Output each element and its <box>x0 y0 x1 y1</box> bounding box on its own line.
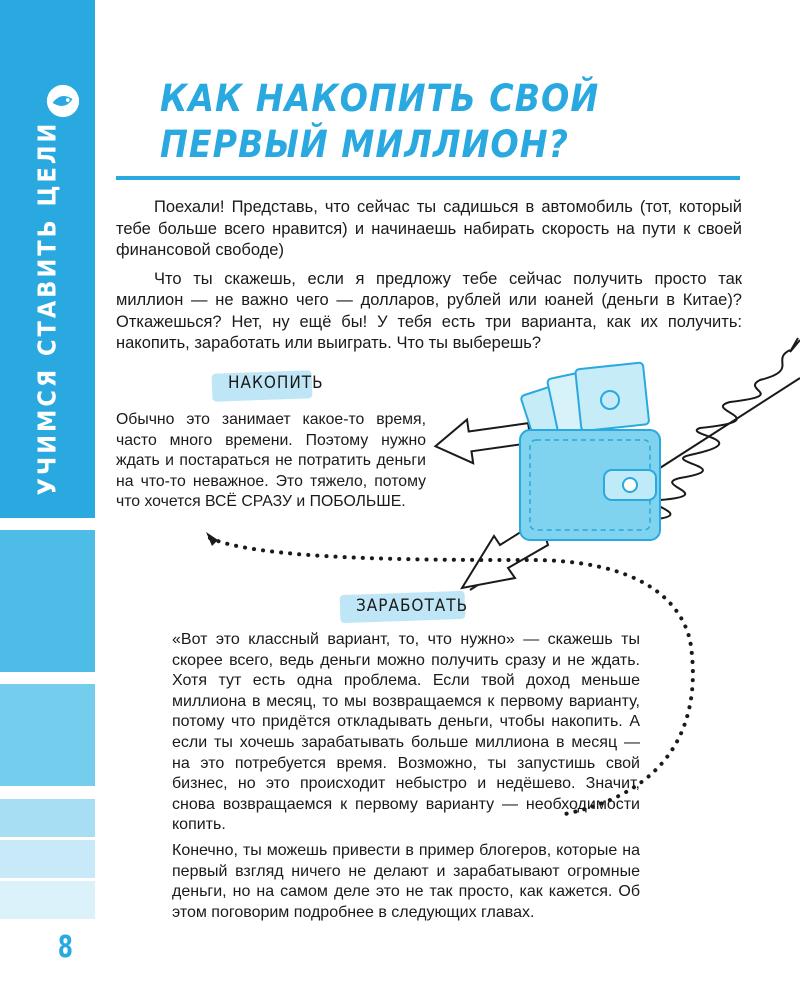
page-title: КАК НАКОПИТЬ СВОЙ ПЕРВЫЙ МИЛЛИОН? <box>160 77 600 166</box>
sidebar-band <box>0 799 95 837</box>
section-earn-paragraph: Конечно, ты можешь привести в пример блогеров, которые на первый взгляд ничего не делают и зарабатывают огромные деньги, но на самом деле это не так просто, как кажется. Об этом поговорим подробнее в следующих главах. <box>172 841 640 921</box>
dotted-arrowhead <box>206 532 218 546</box>
section-earn-paragraph: «Вот это классный вариант, то, что нужно» — скажешь ты скорее всего, ведь деньги можно получить сразу и не ждать. Хотя тут есть одна проблема. Если твой доход меньше миллиона в месяц, то мы возвращаемся к первому варианту, потому что придётся откладывать деньги, чтобы накопить. А если ты хочешь зарабатывать больше миллиона в месяц — на это потребуется время. Возможно, ты запустишь свой бизнес, но это происходит небыстро и недёшево. Значит, снова возвращаемся к первому варианту — необходимости копить. <box>172 631 640 834</box>
page-number: 8 <box>57 930 73 965</box>
section-label-save: НАКОПИТЬ <box>228 373 324 393</box>
section-label-earn: ЗАРАБОТАТЬ <box>356 596 469 616</box>
intro-paragraph: Поехали! Представь, что сейчас ты садишься в автомобиль (тот, который тебе больше всего нравится) и начинаешь набирать скорость на пути к своей финансовой свободе) <box>116 198 742 259</box>
sidebar-band <box>0 530 95 672</box>
sidebar-band <box>0 840 95 878</box>
chapter-title: УЧИМСЯ СТАВИТЬ ЦЕЛИ <box>32 120 62 496</box>
arrow-down-left-icon <box>462 520 548 588</box>
section-save-emphasis: ВСЁ СРАЗУ и ПОБОЛЬШЕ. <box>205 493 406 510</box>
section-save-text <box>116 410 426 513</box>
section-save-body: Обычно это занимает какое-то время, часто много времени. Поэтому нужно ждать и постараться не потратить деньги на что-то неважное. Это тяжело, потому что хочется <box>116 411 426 510</box>
sidebar-band <box>0 684 95 786</box>
section-earn-text <box>172 630 640 928</box>
scribble <box>650 338 800 520</box>
intro-text <box>116 197 742 362</box>
intro-paragraph: Что ты скажешь, если я предложу тебе сейчас получить просто так миллион — не важно чего — долларов, рублей или юаней (деньги в Китае)? Откажешься? Нет, ну ещё бы! У тебя есть три варианта, как их получить: накопить, заработать или выиграть. Что ты выберешь? <box>116 269 742 352</box>
banknote-icon <box>520 362 649 453</box>
title-divider <box>116 176 740 180</box>
arrow-left-icon <box>432 411 532 468</box>
wallet-icon <box>520 430 660 540</box>
fish-badge-icon <box>44 82 82 120</box>
sidebar-band <box>0 881 95 919</box>
